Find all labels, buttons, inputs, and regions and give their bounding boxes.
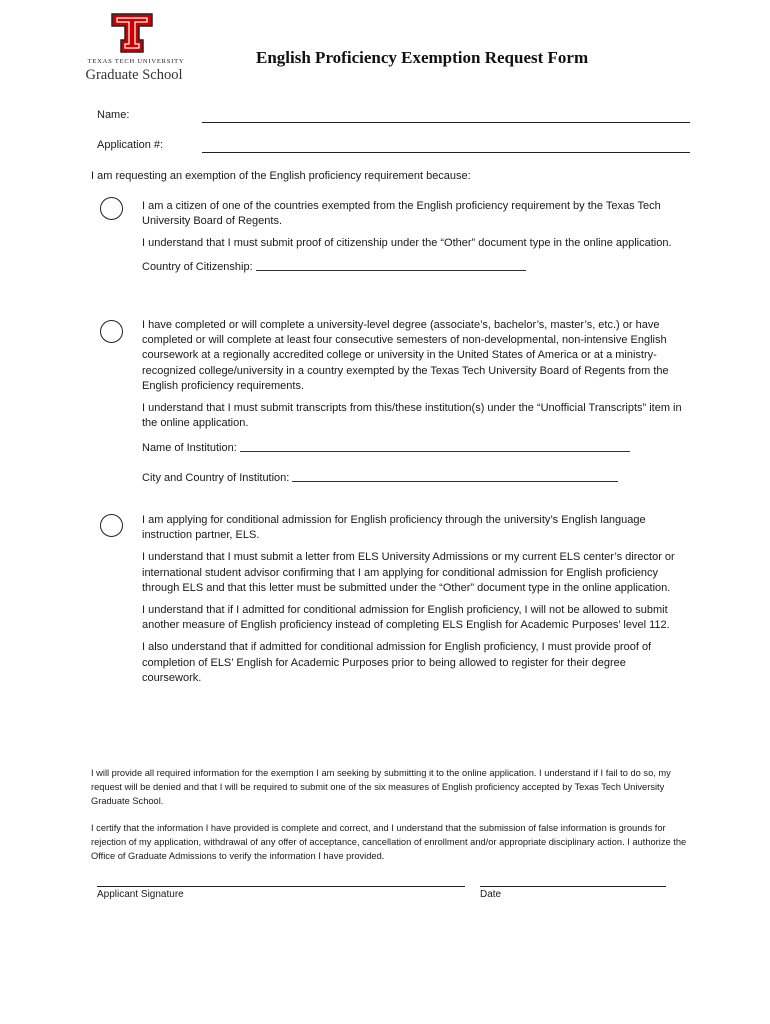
- institution-location-label: City and Country of Institution:: [142, 471, 290, 484]
- acknowledgement-text: [91, 766, 687, 808]
- option-els: [142, 513, 687, 686]
- country-of-citizenship-label: Country of Citizenship:: [142, 260, 253, 273]
- applicant-signature-field[interactable]: [97, 886, 465, 887]
- option-paragraph: I understand that I must submit proof of citizenship under the “Other” document type in the online application.: [142, 237, 672, 250]
- option-paragraph: I am a citizen of one of the countries exempted from the English proficiency requirement by the Texas Tech University Board of Regents.: [142, 200, 661, 228]
- date-label: Date: [480, 889, 502, 900]
- tech-university-logo: [72, 12, 192, 84]
- country-of-citizenship-field[interactable]: [256, 259, 526, 271]
- institution-name-field[interactable]: [240, 440, 630, 452]
- statement-paragraph: I will provide all required information for the exemption I am seeking by submitting it to the online application. I understand if I fail to do so, my request will be denied and that I will be required to submit one of the six measures of English proficiency accepted by Texas Tech University Graduate School.: [91, 768, 671, 806]
- application-number-field[interactable]: [202, 152, 690, 153]
- university-name: TEXAS TECH UNIVERSITY: [87, 58, 185, 65]
- applicant-signature-label: Applicant Signature: [97, 889, 184, 900]
- application-number-label: Application #:: [97, 139, 164, 151]
- option-paragraph: I have completed or will complete a university-level degree (associate’s, bachelor’s, master’s, etc.) or have completed or will complete at least four consecutive semesters of non-developmental, non-intensive English coursework at a regionally accredited college or university in the United States of America or at a ministry-recognized college/university in a country exempted by the Texas Tech University Board of Regents from the English proficiency requirements.: [142, 319, 669, 392]
- name-field[interactable]: [202, 122, 690, 123]
- graduate-school-name: Graduate School: [85, 67, 183, 83]
- option-paragraph: I understand that I must submit a letter from ELS University Admissions or my current ELS center’s director or international student advisor confirming that I am applying for conditional admission for English proficiency through ELS and that this letter must be submitted under the “Other” document type in the online application.: [142, 551, 675, 594]
- option-paragraph: I understand that I must submit transcripts from this/these institution(s) under the “Unofficial Transcripts” item in the online application.: [142, 402, 682, 430]
- name-label: Name:: [97, 109, 130, 121]
- option-citizenship: [142, 199, 687, 275]
- page-title: English Proficiency Exemption Request Form: [256, 48, 589, 67]
- institution-name-label: Name of Institution:: [142, 442, 237, 455]
- option-paragraph: I also understand that if admitted for conditional admission for English proficiency, I must provide proof of completion of ELS’ English for Academic Purposes prior to being allowed to register for their degree coursework.: [142, 641, 652, 684]
- statement-paragraph: I certify that the information I have provided is complete and correct, and I understand that the submission of false information is grounds for rejection of my application, withdrawal of any offer of acceptance, cancellation of enrollment and/or appropriate disciplinary action. I authorize the Office of Graduate Admissions to verify the information I have provided.: [91, 823, 687, 861]
- option-paragraph: I understand that if I admitted for conditional admission for English proficiency, I will not be allowed to submit another measure of English proficiency instead of completing ELS English for Academic Purposes’ level 112.: [142, 604, 670, 632]
- option-degree-radio[interactable]: [100, 320, 123, 343]
- date-field[interactable]: [480, 886, 666, 887]
- option-citizenship-radio[interactable]: [100, 197, 123, 220]
- double-t-logo-icon: [110, 12, 154, 54]
- institution-location-field[interactable]: [292, 470, 618, 482]
- option-degree: [142, 318, 687, 486]
- certification-text: [91, 821, 687, 863]
- option-els-radio[interactable]: [100, 514, 123, 537]
- option-paragraph: I am applying for conditional admission for English proficiency through the university’s English language instruction partner, ELS.: [142, 514, 646, 542]
- intro-text: I am requesting an exemption of the English proficiency requirement because:: [91, 170, 471, 182]
